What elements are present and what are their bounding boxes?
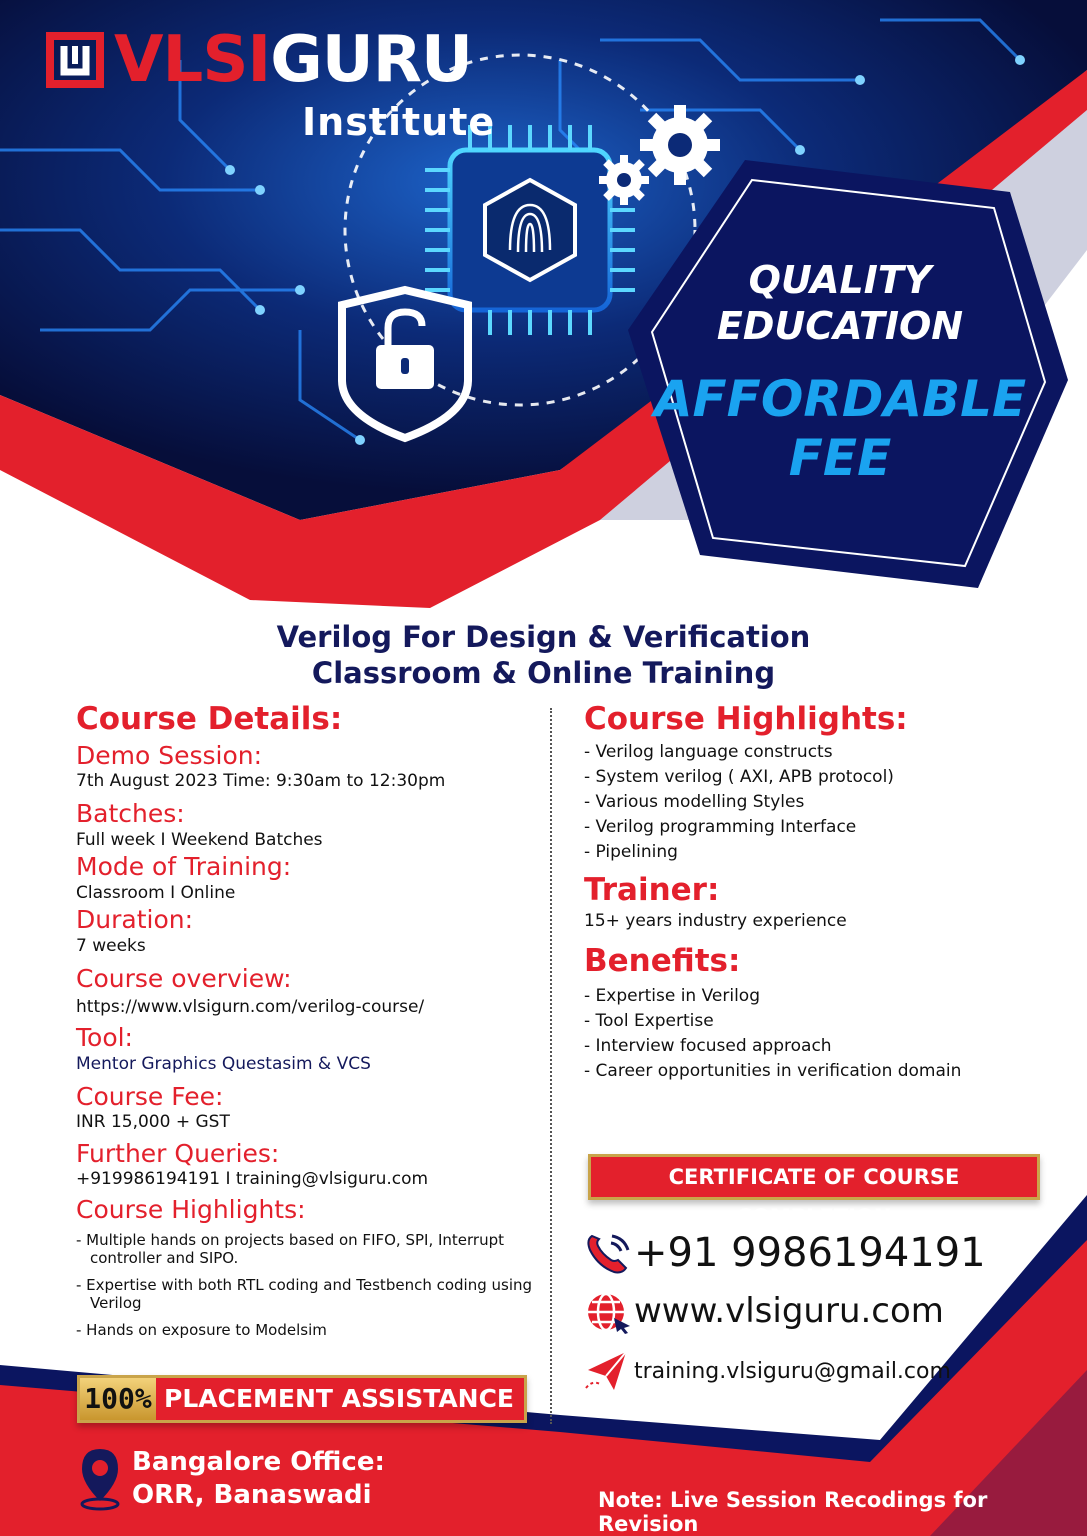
- list-item: - Various modelling Styles: [584, 791, 805, 812]
- certificate-banner: CERTIFICATE OF COURSE COMPLETION: [588, 1154, 1040, 1200]
- list-item: - Expertise with both RTL coding and Testbench coding using Verilog: [76, 1276, 533, 1313]
- fee-label: Course Fee:: [76, 1081, 224, 1111]
- queries-label: Further Queries:: [76, 1138, 280, 1168]
- list-item: - Verilog language constructs: [584, 741, 833, 762]
- left-highlights-list: [76, 1231, 536, 1339]
- list-item: - Expertise in Verilog: [584, 986, 760, 1007]
- fee-value: INR 15,000 + GST: [76, 1112, 230, 1133]
- overview-label: Course overview:: [76, 964, 292, 994]
- recording-note: Note: Live Session Recodings for Revision: [598, 1488, 988, 1536]
- list-item: - Pipelining: [584, 841, 678, 862]
- placement-percent: 100%: [80, 1378, 156, 1420]
- brand-name-part2: GURU: [270, 23, 472, 97]
- contact-email[interactable]: [584, 1348, 951, 1394]
- trainer-heading: Trainer:: [584, 871, 720, 908]
- course-title-line2: Classroom & Online Training: [311, 656, 776, 690]
- contact-website[interactable]: [584, 1288, 944, 1334]
- queries-value: +919986194191 I training@vlsiguru.com: [76, 1169, 429, 1190]
- batches-value: Full week I Weekend Batches: [76, 830, 323, 851]
- trainer-value: 15+ years industry experience: [584, 911, 847, 932]
- course-details-column: [76, 702, 546, 1348]
- brand-name-part1: VLSI: [114, 23, 271, 97]
- phone-icon: [584, 1230, 634, 1276]
- placement-banner: [77, 1375, 527, 1423]
- contact-phone[interactable]: [584, 1230, 986, 1276]
- website-url: www.vlsiguru.com: [634, 1291, 944, 1331]
- mode-label: Mode of Training:: [76, 852, 292, 882]
- course-highlights-heading: Course Highlights:: [584, 701, 908, 737]
- column-divider: [550, 708, 552, 1424]
- duration-label: Duration:: [76, 905, 194, 935]
- badge-line2: EDUCATION: [716, 303, 964, 348]
- tool-value: Mentor Graphics Questasim & VCS: [76, 1053, 371, 1074]
- batches-label: Batches:: [76, 799, 185, 829]
- demo-session-value: 7th August 2023 Time: 9:30am to 12:30pm: [76, 771, 446, 792]
- location-pin-icon: [78, 1447, 122, 1511]
- course-title-line1: Verilog For Design & Verification: [276, 620, 811, 654]
- office-address: [78, 1446, 385, 1511]
- benefits-list: [584, 984, 1054, 1084]
- list-item: - System verilog ( AXI, APB protocol): [584, 766, 894, 787]
- badge-line1: QUALITY: [748, 258, 932, 302]
- office-line1: Bangalore Office:: [132, 1447, 385, 1477]
- overview-link[interactable]: https://www.vlsigurn.com/verilog-course/: [76, 996, 425, 1017]
- list-item: - Interview focused approach: [584, 1036, 832, 1057]
- list-item: - Multiple hands on projects based on FIFO, SPI, Interrupt controller and SIPO.: [76, 1231, 505, 1268]
- email-address: training.vlsiguru@gmail.com: [634, 1358, 951, 1384]
- list-item: - Career opportunities in verification domain: [584, 1061, 962, 1082]
- right-highlights-list: [584, 740, 1054, 865]
- globe-icon: [584, 1288, 634, 1334]
- phone-number: +91 9986194191: [634, 1230, 986, 1276]
- badge-line4: FEE: [788, 429, 892, 487]
- demo-session-label: Demo Session:: [76, 740, 263, 770]
- tool-label: Tool:: [76, 1022, 133, 1052]
- list-item: - Hands on exposure to Modelsim: [76, 1321, 327, 1340]
- office-line2: ORR, Banaswadi: [132, 1479, 372, 1510]
- benefits-heading: Benefits:: [584, 943, 741, 980]
- left-highlights-label: Course Highlights:: [76, 1195, 306, 1225]
- list-item: - Verilog programming Interface: [584, 816, 857, 837]
- course-highlights-column: [584, 702, 1054, 1084]
- send-icon: [584, 1348, 634, 1394]
- list-item: - Tool Expertise: [584, 1011, 714, 1032]
- course-details-heading: Course Details:: [76, 701, 343, 737]
- mode-value: Classroom I Online: [76, 883, 236, 904]
- brand-subtitle: Institute: [302, 100, 496, 144]
- placement-label: PLACEMENT ASSISTANCE: [164, 1384, 515, 1413]
- badge-line3: AFFORDABLE: [653, 370, 1027, 428]
- duration-value: 7 weeks: [76, 935, 146, 956]
